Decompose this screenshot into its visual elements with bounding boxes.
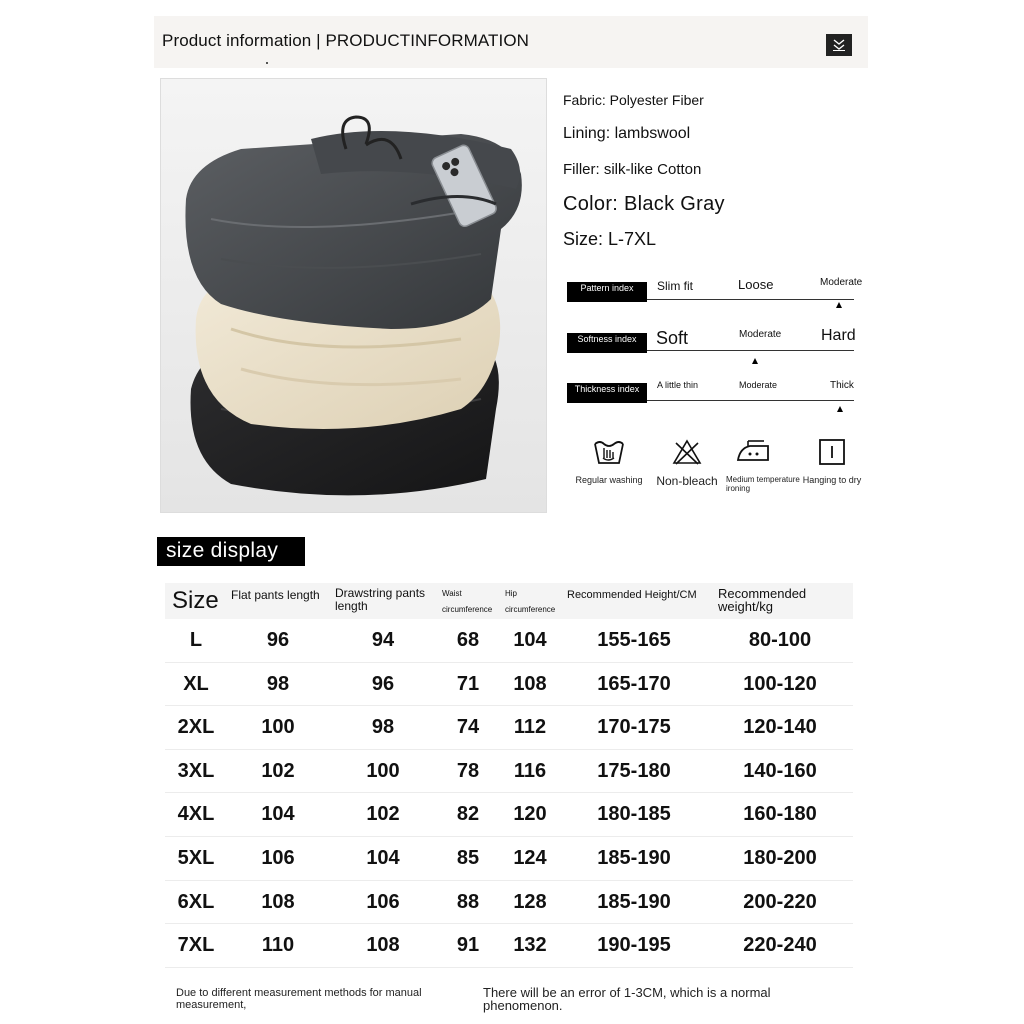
pattern-index-label: Pattern index	[567, 282, 647, 302]
header-size: Size	[172, 587, 219, 614]
lining-spec: Lining: lambswool	[563, 125, 691, 142]
softness-option-hard: Hard	[821, 327, 856, 344]
header-dot	[266, 62, 268, 64]
cell-height: 190-195	[597, 934, 671, 957]
cell-height: 175-180	[597, 759, 671, 782]
hang-dry-icon	[817, 438, 847, 466]
cell-weight: 160-180	[743, 803, 817, 826]
product-image	[160, 78, 547, 513]
size-table-body	[165, 619, 853, 968]
washing-tub-icon	[592, 438, 626, 466]
cell-flat-length: 98	[266, 672, 290, 695]
thickness-index-track	[647, 400, 854, 401]
cell-waist: 82	[456, 803, 480, 826]
cell-drawstring-length: 102	[366, 803, 400, 826]
pattern-index-track	[647, 299, 854, 300]
thickness-option-moderate: Moderate	[739, 380, 778, 390]
cell-waist: 91	[456, 934, 480, 957]
cell-drawstring-length: 106	[366, 890, 400, 913]
size-display-heading: size display	[157, 537, 305, 566]
table-row	[165, 750, 853, 794]
cell-size: 6XL	[177, 890, 215, 913]
cell-hip: 108	[513, 672, 547, 695]
cell-drawstring-length: 94	[371, 629, 395, 651]
pattern-option-slim: Slim fit	[657, 279, 693, 293]
table-row	[165, 706, 853, 750]
softness-index-label: Softness index	[567, 333, 647, 353]
cell-hip: 112	[513, 716, 547, 739]
cell-size: 4XL	[177, 803, 215, 826]
cell-height: 170-175	[597, 716, 671, 739]
cell-size: L	[189, 629, 203, 651]
table-row	[165, 793, 853, 837]
cell-waist: 88	[456, 890, 480, 913]
pattern-index-marker	[836, 302, 842, 308]
cell-hip: 132	[513, 934, 547, 957]
color-spec: Color: Black Gray	[563, 193, 725, 215]
cell-flat-length: 100	[261, 716, 295, 739]
header-flat-length: Flat pants length	[231, 588, 320, 602]
cell-waist: 85	[456, 846, 480, 869]
header-title: Product information | PRODUCTINFORMATION	[162, 31, 530, 50]
double-chevron-down-icon	[831, 38, 847, 52]
thickness-option-thin: A little thin	[657, 380, 699, 390]
cell-height: 155-165	[597, 629, 671, 651]
softness-index-marker	[752, 358, 758, 364]
cell-weight: 100-120	[743, 672, 817, 695]
care-label-bleach: Non-bleach	[656, 474, 718, 488]
header-drawstring-length: Drawstring pants length	[335, 586, 426, 613]
pattern-option-moderate: Moderate	[820, 277, 863, 288]
care-hanging-dry	[797, 438, 867, 485]
cell-waist: 68	[456, 629, 480, 651]
cell-size: 2XL	[177, 716, 215, 739]
cell-size: XL	[183, 672, 209, 695]
cell-weight: 180-200	[743, 846, 817, 869]
cell-hip: 128	[513, 890, 547, 913]
cell-flat-length: 104	[261, 803, 295, 826]
cell-drawstring-length: 104	[366, 846, 400, 869]
care-medium-ironing	[726, 438, 808, 493]
cell-size: 7XL	[177, 934, 215, 957]
softness-option-moderate: Moderate	[739, 329, 782, 340]
size-table	[165, 583, 853, 968]
filler-spec: Filler: silk-like Cotton	[563, 161, 702, 178]
table-row	[165, 619, 853, 663]
size-table-header	[165, 583, 853, 619]
fabric-spec: Fabric: Polyester Fiber	[563, 92, 704, 108]
cell-height: 185-190	[597, 846, 671, 869]
expand-button[interactable]	[826, 34, 852, 56]
cell-hip: 124	[513, 846, 547, 869]
care-label-ironing: Medium temperature ironing	[726, 475, 800, 493]
cell-weight: 200-220	[743, 890, 817, 913]
softness-option-soft: Soft	[656, 328, 689, 348]
cell-height: 180-185	[597, 803, 671, 826]
care-regular-washing	[571, 438, 647, 485]
cell-hip: 104	[513, 629, 547, 651]
table-row	[165, 924, 853, 968]
table-row	[165, 837, 853, 881]
table-row	[165, 881, 853, 925]
cell-height: 185-190	[597, 890, 671, 913]
table-row	[165, 663, 853, 707]
cell-flat-length: 110	[261, 934, 295, 957]
cell-size: 5XL	[177, 846, 215, 869]
cell-drawstring-length: 100	[366, 759, 400, 782]
header-weight: Recommended weight/kg	[718, 586, 807, 614]
cell-hip: 116	[513, 759, 547, 782]
no-bleach-icon	[672, 438, 702, 466]
thickness-index	[567, 371, 854, 405]
cell-drawstring-length: 108	[366, 934, 400, 957]
cell-flat-length: 108	[261, 890, 295, 913]
header-waist: Waist circumference	[442, 589, 493, 614]
size-spec: Size: L-7XL	[563, 229, 657, 249]
cell-weight: 80-100	[748, 629, 812, 651]
header-height: Recommended Height/CM	[567, 589, 697, 601]
care-non-bleach	[651, 438, 723, 487]
header-hip: Hip circumference	[505, 589, 556, 614]
product-info-header	[154, 16, 868, 68]
cell-weight: 220-240	[743, 934, 817, 957]
thickness-index-label: Thickness index	[567, 383, 647, 403]
softness-index-track	[647, 350, 854, 351]
softness-index	[567, 321, 854, 355]
thickness-option-thick: Thick	[830, 380, 854, 391]
cell-flat-length: 96	[266, 629, 290, 651]
cell-drawstring-length: 98	[371, 716, 395, 739]
footnote-left: Due to different measurement methods for manual measurement,	[176, 987, 422, 1011]
cell-waist: 78	[456, 759, 480, 782]
pattern-index	[567, 270, 863, 304]
thickness-index-marker	[837, 406, 843, 412]
cell-flat-length: 106	[261, 846, 295, 869]
folded-pants-illustration	[161, 79, 547, 513]
cell-drawstring-length: 96	[371, 672, 395, 695]
pattern-option-loose: Loose	[738, 277, 774, 292]
iron-icon	[734, 438, 772, 466]
cell-size: 3XL	[177, 759, 215, 782]
cell-flat-length: 102	[261, 759, 295, 782]
cell-waist: 74	[456, 716, 480, 739]
care-label-washing: Regular washing	[575, 475, 643, 485]
cell-waist: 71	[456, 672, 480, 695]
footnote-right: There will be an error of 1-3CM, which is a normal phenomenon.	[483, 985, 771, 1013]
cell-height: 165-170	[597, 672, 671, 695]
care-label-hanging: Hanging to dry	[802, 475, 862, 485]
cell-weight: 140-160	[743, 759, 817, 782]
cell-hip: 120	[513, 803, 547, 826]
cell-weight: 120-140	[743, 716, 817, 739]
